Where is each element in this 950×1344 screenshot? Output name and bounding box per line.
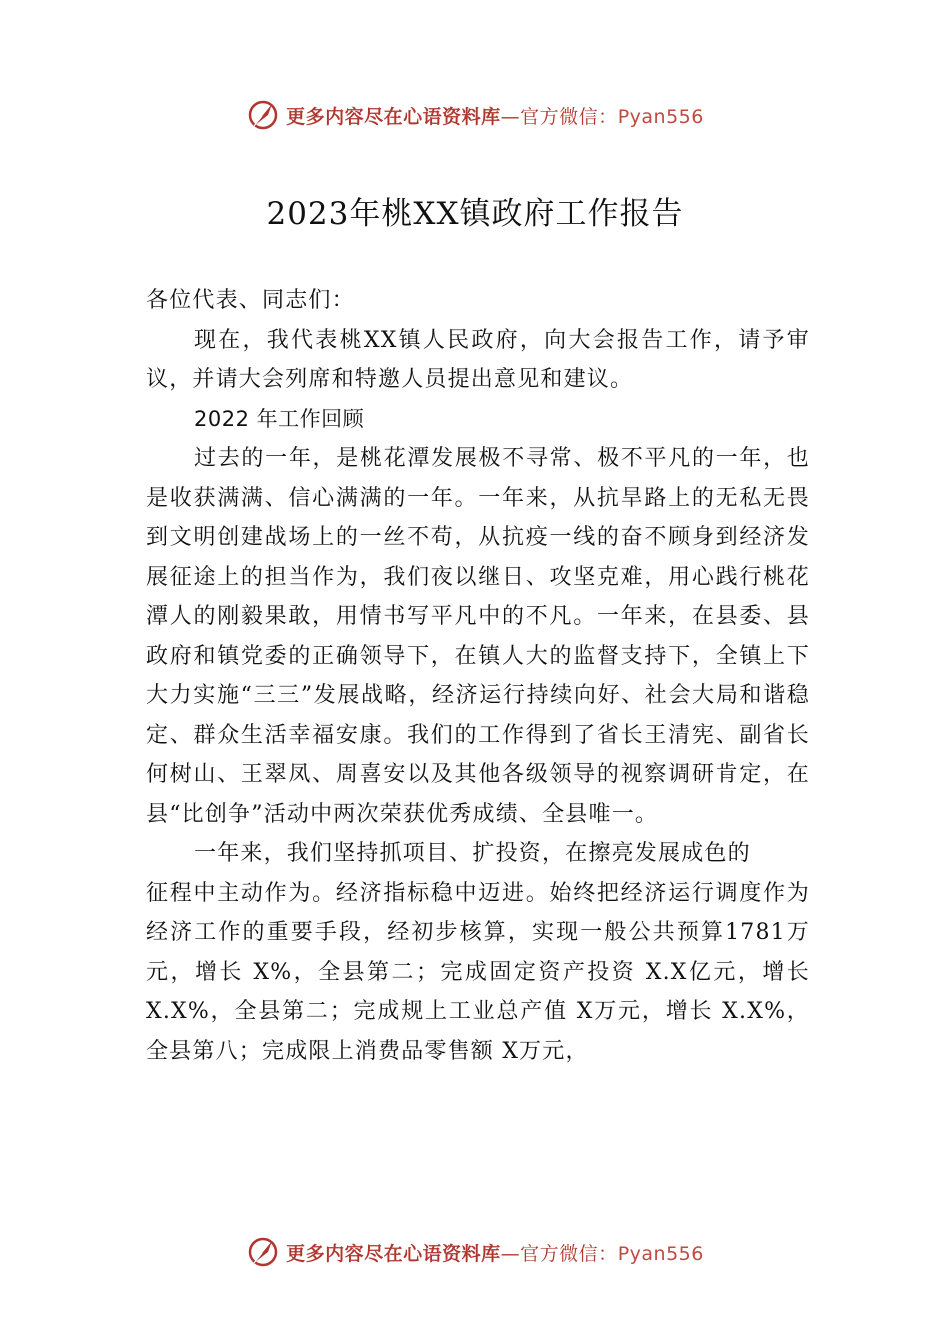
banner-text-strong: 更多内容尽在心语资料库 — [286, 1242, 501, 1265]
intro-paragraph: 现在，我代表桃XX镇人民政府，向大会报告工作，请予审议，并请大会列席和特邀人员提出意见和建议。 — [146, 327, 810, 392]
section-heading: 2022 年工作回顾 — [194, 406, 365, 431]
wechat-id: Pyan556 — [617, 105, 704, 128]
document-title: 2023年桃XX镇政府工作报告 — [266, 196, 684, 232]
paragraph-review: 过去的一年，是桃花潭发展极不寻常、极不平凡的一年，也是收获满满、信心满满的一年。一年来，从抗旱路上的无私无畏到文明创建战场上的一丝不苟，从抗疫一线的奋不顾身到经济发展征途上的担当作为，我们夜以继日、攻坚克难，用心践行桃花潭人的刚毅果敢，用情书写平凡中的不凡。一年来，在县委、县政府和镇党委的正确领导下，在镇人大的监督支持下，全镇上下大力实施“三三”发展战略，经济运行持续向好、社会大局和谐稳定、群众生活幸福安康。我们的工作得到了省长王清宪、副省长何树山、王翠凤、周喜安以及其他各级领导的视察调研肯定，在县“比创争”活动中两次荣获优秀成绩、全县唯一。 — [146, 446, 810, 827]
feather-pen-logo-icon — [246, 98, 280, 132]
footer-banner — [0, 1232, 950, 1272]
wechat-id: Pyan556 — [617, 1242, 704, 1265]
banner-text — [286, 102, 704, 129]
feather-pen-logo-icon — [246, 1235, 280, 1269]
banner-text-strong: 更多内容尽在心语资料库 — [286, 105, 501, 128]
paragraph-projects-first-line: 一年来，我们坚持抓项目、扩投资，在擦亮发展成色的 — [194, 841, 751, 866]
header-banner — [0, 95, 950, 135]
salutation: 各位代表、同志们： — [146, 288, 355, 313]
paragraph-projects-rest: 征程中主动作为。经济指标稳中迈进。始终把经济运行调度作为经济工作的重要手段，经初步核算，实现一般公共预算1781万元，增长 X%，全县第二；完成固定资产投资 X.X亿元，增长 X.X%，全县第二；完成规上工业总产值 X万元，增长 X.X%，全县第八；完成限上消费品零售额 X万元， — [146, 880, 810, 1064]
banner-text — [286, 1239, 704, 1266]
document-body — [146, 281, 810, 1071]
banner-text-rest: —官方微信： — [500, 1242, 618, 1265]
banner-text-rest: —官方微信： — [500, 105, 618, 128]
